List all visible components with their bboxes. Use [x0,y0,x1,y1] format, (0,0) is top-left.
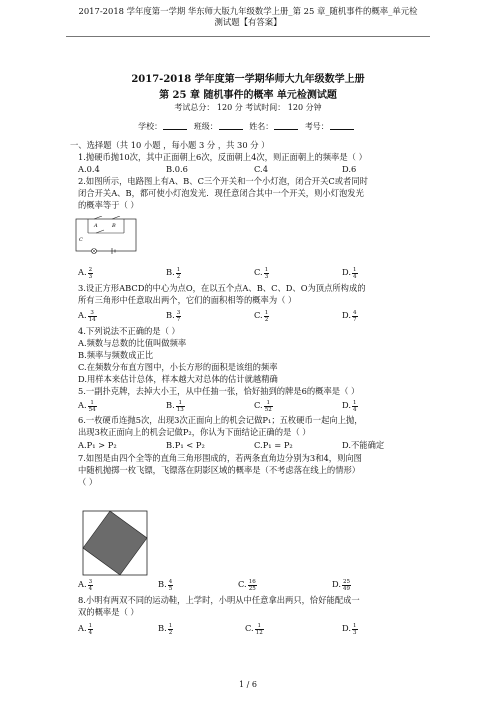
q2-line-2: 闭合开关A、B，都可使小灯泡发光．现任意闭合其中一个开关，则小灯泡发光 [78,188,364,198]
q7-line-3: （ ） [78,477,98,487]
exam-subtitle: 第 25 章 随机事件的概率 单元检测试题 [159,90,337,101]
q8-line-1: 8.小明有两双不同的运动鞋，上学时，小明从中任意拿出两只，恰好能配成一 [78,595,360,605]
q7-line-1: 7.如图是由四个全等的直角三角形围成的，若两条直角边分别为3和4，则向图 [78,453,362,463]
circuit-diagram [74,216,144,256]
student-fields [0,121,496,132]
q2-line-3: 的概率等于（ ） [78,200,139,210]
q7-option-b: B. $\frac{4}{5}$ [158,579,173,592]
q6-line-1: 6.一枚硬币连抛5次，出现3次正面向上的机会记做P₁；五枚硬币一起向上抛， [78,415,363,425]
q3-option-a: A. $\frac{3}{14}$ [78,310,96,323]
q4-option-c: C.在频数分布直方图中，小长方形的面积是该组的频率 [78,362,278,372]
header-line-1: 2017-2018 学年度第一学期 华东师大版九年级数学上册_第 25 章_随机事件的概率_单元检 [78,6,418,16]
exam-title: 2017-2018 学年度第一学期华师大九年级数学上册 [131,74,365,85]
page-number: 1 / 6 [239,680,257,689]
q5-stem: 5.一副扑克牌，去掉大小王，从中任抽一张，恰好抽到的牌是6的概率是（ ） [78,386,360,396]
q3-line-2: 所有三角形中任意取出两个，它们的面积相等的概率为（ ） [78,295,297,305]
switch-c-label: C [79,237,83,243]
name-label: 姓名： [249,122,274,131]
number-blank [330,121,354,130]
q2-option-b: B. $\frac{1}{2}$ [166,267,181,280]
switch-a-label: A [94,223,98,229]
q8-option-b: B. $\frac{1}{2}$ [158,623,173,636]
q1-stem: 1.抛硬币抛10次，其中正面朝上6次，反面朝上4次，则正面朝上的频率是（ ） [78,152,367,162]
q8-line-2: 双的概率是（ ） [78,607,139,617]
q6-option-a: A.P₁ > P₂ [78,440,117,450]
q1-option-d: D.6 [342,164,357,174]
header-line-2: 测试题【有答案】 [214,17,282,27]
class-label: 班级： [193,122,218,131]
q2-option-d: D. $\frac{1}{4}$ [342,267,357,280]
q4-option-a: A.频数与总数的比值叫做频率 [78,338,187,348]
q3-option-b: B. $\frac{3}{7}$ [166,310,181,323]
q6-option-d: D.不能确定 [342,440,385,450]
q7-option-c: C. $\frac{16}{25}$ [238,579,256,592]
q3-line-1: 3.设正方形ABCD的中心为点O，在以五个点A、B、C、D、O为顶点所构成的 [78,283,366,293]
q8-option-d: D. $\frac{1}{3}$ [342,623,357,636]
q6-option-c: C.P₁ = P₂ [254,440,293,450]
q6-line-2: 出现3枚正面向上的机会记做P₂，你认为下面结论正确的是（ ） [78,427,311,437]
header-rule [66,36,430,37]
number-label: 考号： [304,122,329,131]
switch-b-label: B [112,223,116,229]
q7-option-d: D. $\frac{25}{49}$ [332,579,350,592]
q1-option-a: A.0.4 [78,164,100,174]
section-heading: 一、选择题（共 10 小题 ，每小题 3 分 ，共 30 分 ） [70,140,270,150]
q2-option-a: A. $\frac{2}{3}$ [78,267,93,280]
running-header [0,6,496,28]
q1-option-b: B.0.6 [166,164,188,174]
pinwheel-square-figure [82,510,148,576]
q2-line-1: 2.如图所示，电路图上有A、B、C三个开关和一个小灯泡，闭合开关C或者同时 [78,176,368,186]
q5-option-d: D. $\frac{1}{4}$ [342,400,357,413]
q7-option-a: A. $\frac{3}{4}$ [78,579,93,592]
name-blank [274,121,298,130]
q8-option-a: A. $\frac{1}{4}$ [78,623,93,636]
q5-option-b: B. $\frac{1}{13}$ [166,400,184,413]
class-blank [219,121,243,130]
exam-info: 考试总分： 120 分 考试时间： 120 分钟 [174,103,322,112]
q3-option-c: C. $\frac{1}{2}$ [254,310,269,323]
school-label: 学校： [138,122,163,131]
q4-stem: 4.下列说法不正确的是（ ） [78,326,180,336]
q1-option-c: C.4 [254,164,268,174]
q6-option-b: B.P₁ < P₂ [166,440,205,450]
q3-option-d: D. $\frac{4}{7}$ [342,310,357,323]
school-blank [163,121,187,130]
q4-option-b: B.频率与频数成正比 [78,350,154,360]
q7-line-2: 中随机抛掷一枚飞镖，飞镖落在阴影区域的概率是（不考虑落在线上的情形） [78,465,361,475]
q5-option-a: A. $\frac{1}{54}$ [78,400,96,413]
q4-option-d: D.用样本来估计总体，样本越大对总体的估计就越精确 [78,374,278,384]
q8-option-c: C. $\frac{1}{12}$ [245,623,263,636]
q2-option-c: C. $\frac{1}{3}$ [254,267,269,280]
q5-option-c: C. $\frac{1}{52}$ [254,400,272,413]
